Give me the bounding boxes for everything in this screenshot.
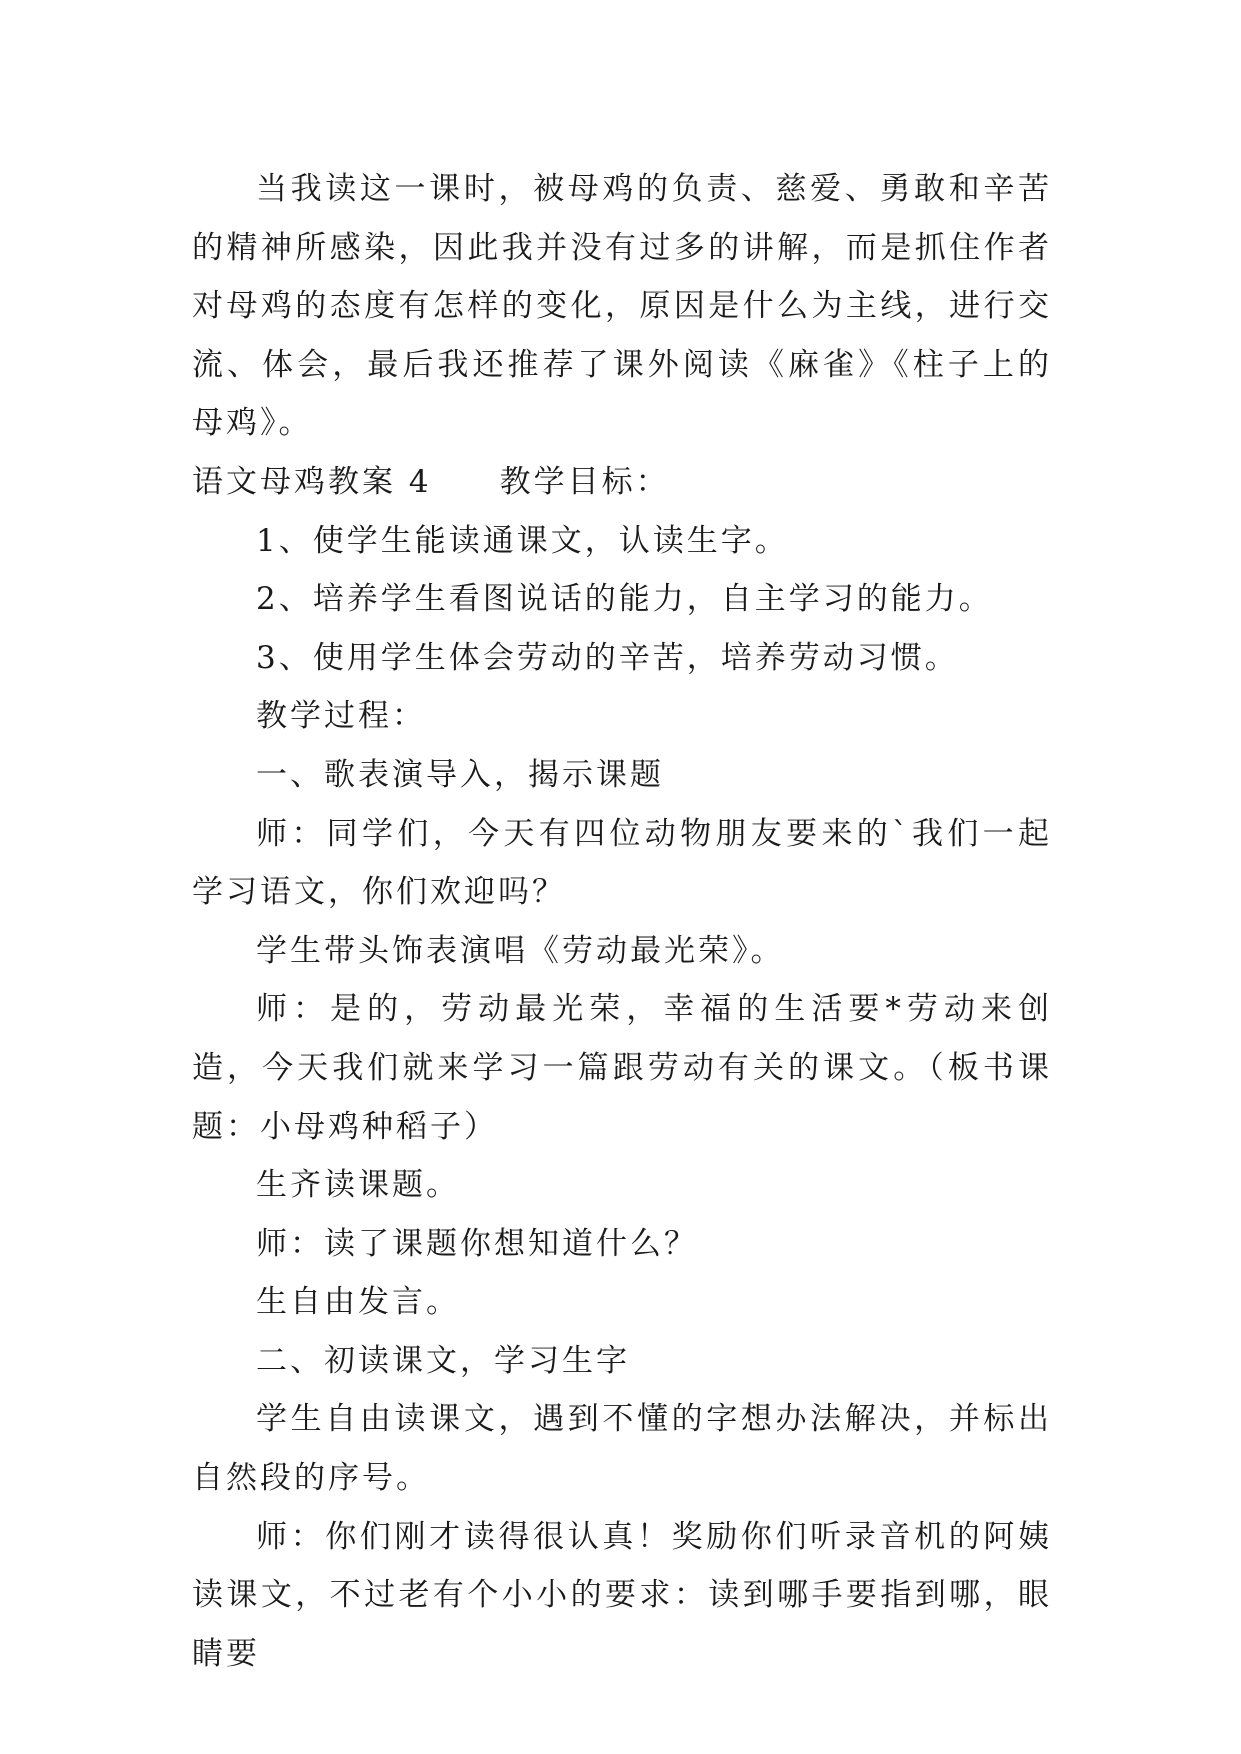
document-body [192, 160, 1052, 1683]
students-paragraph-2: 生齐读课题。 [256, 1167, 460, 1204]
students-paragraph-4: 学生自由读课文，遇到不懂的字想办法解决，并标出自然段的序号。 [192, 1401, 1052, 1497]
teacher-paragraph-2: 师：是的，劳动最光荣，幸福的生活要*劳动来创造，今天我们就来学习一篇跟劳动有关的课文。（板书课题：小母鸡种稻子） [192, 991, 1052, 1145]
step1-heading: 一、歌表演导入，揭示课题 [256, 756, 664, 793]
students-paragraph-1: 学生带头饰表演唱《劳动最光荣》。 [256, 932, 785, 969]
section-heading-line [192, 453, 1052, 512]
section-subtitle: 教学目标： [499, 463, 670, 500]
step2-heading: 二、初读课文，学习生字 [256, 1342, 630, 1379]
intro-paragraph: 当我读这一课时，被母鸡的负责、慈爱、勇敢和辛苦的精神所感染，因此我并没有过多的讲解，而是抓住作者对母鸡的态度有怎样的变化，原因是什么为主线，进行交流、体会，最后我还推荐了课外阅读《麻雀》《柱子上的母鸡》。 [192, 171, 1052, 442]
process-heading: 教学过程： [256, 698, 426, 735]
goal-item-2: 2、培养学生看图说话的能力，自主学习的能力。 [256, 581, 993, 618]
students-paragraph-3: 生自由发言。 [256, 1284, 460, 1321]
section-title: 语文母鸡教案 4 [192, 463, 432, 500]
teacher-paragraph-4: 师：你们刚才读得很认真！奖励你们听录音机的阿姨读课文，不过老有个小小的要求：读到哪手要指到哪，眼睛要 [192, 1518, 1052, 1672]
goal-item-1: 1、使学生能读通课文，认读生字。 [256, 522, 789, 559]
teacher-paragraph-1: 师：同学们，今天有四位动物朋友要来的`我们一起学习语文，你们欢迎吗？ [192, 815, 1052, 911]
goal-item-3: 3、使用学生体会劳动的辛苦，培养劳动习惯。 [256, 639, 959, 676]
teacher-paragraph-3: 师：读了课题你想知道什么？ [256, 1225, 698, 1262]
